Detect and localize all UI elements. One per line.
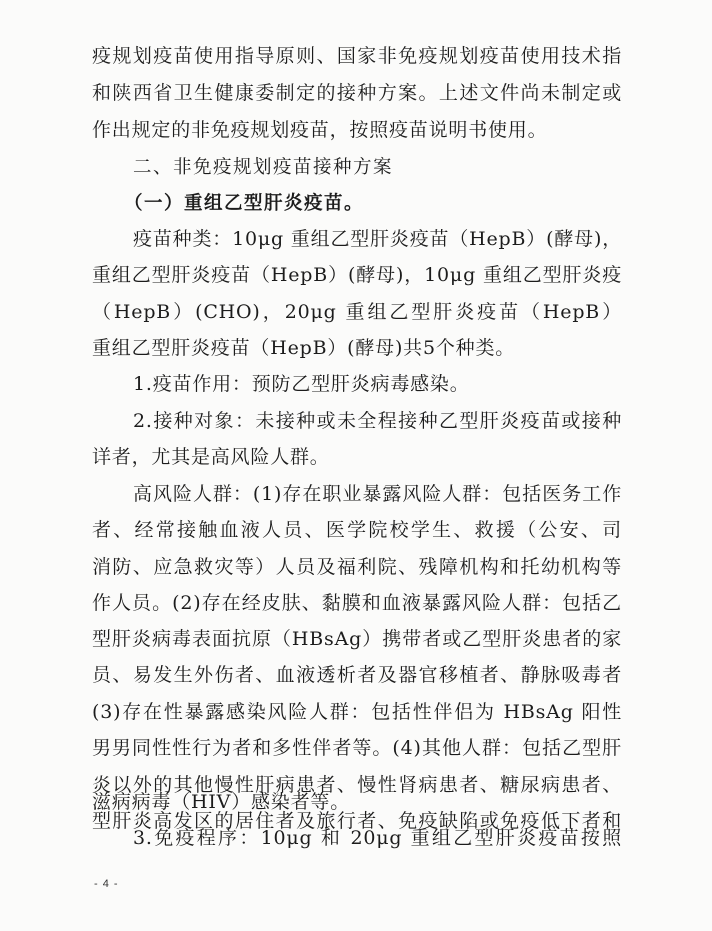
- paragraph-line: 消防、应急救灾等）人员及福利院、残障机构和托幼机构等: [92, 556, 622, 578]
- paragraph-line: 重组乙型肝炎疫苗（HepB）(酵母)共5个种类。: [92, 337, 516, 359]
- paragraph-line: 疫规划疫苗使用指导原则、国家非免疫规划疫苗使用技术指: [92, 45, 622, 67]
- paragraph-line: 2.接种对象：未接种或未全程接种乙型肝炎疫苗或接种: [133, 410, 622, 432]
- paragraph-line: 型肝炎病毒表面抗原（HBsAg）携带者或乙型肝炎患者的家: [92, 628, 622, 650]
- paragraph-line: 详者，尤其是高风险人群。: [92, 446, 330, 468]
- paragraph-line: 作出规定的非免疫规划疫苗，按照疫苗说明书使用。: [92, 119, 548, 141]
- paragraph-line: 和陕西省卫生健康委制定的接种方案。上述文件尚未制定或: [92, 82, 622, 104]
- section-heading: 二、非免疫规划疫苗接种方案: [133, 157, 394, 178]
- subsection-heading: （一）重组乙型肝炎疫苗。: [124, 193, 365, 214]
- paragraph-line: 炎以外的其他慢性肝病患者、慢性肾病患者、糖尿病患者、: [92, 774, 622, 796]
- paragraph-line: 3.免疫程序：10μg 和 20μg 重组乙型肝炎疫苗按照: [133, 827, 622, 849]
- paragraph-line: 高风险人群：(1)存在职业暴露风险人群：包括医务工作: [133, 483, 622, 505]
- paragraph-line: 重组乙型肝炎疫苗（HepB）(酵母)，10μg 重组乙型肝炎疫: [92, 264, 622, 286]
- paragraph-line: 疫苗种类：10μg 重组乙型肝炎疫苗（HepB）(酵母)，: [133, 228, 622, 250]
- paragraph-line: 1.疫苗作用：预防乙型肝炎病毒感染。: [133, 373, 470, 395]
- paragraph-line: 男男同性性行为者和多性伴者等。(4)其他人群：包括乙型肝: [92, 737, 622, 759]
- paragraph-line: 型肝炎高发区的居住者及旅行者、免疫缺陷或免疫低下者和: [92, 810, 622, 832]
- paragraph-line: （HepB）(CHO)，20μg 重组乙型肝炎疫苗（HepB）: [92, 301, 622, 323]
- page-number: - 4 -: [94, 878, 119, 890]
- paragraph-line: 滋病病毒（HIV）感染者等。: [92, 791, 350, 813]
- paragraph-line: (3)存在性暴露感染风险人群：包括性伴侣为 HBsAg 阳性: [92, 701, 622, 723]
- paragraph-line: 作人员。(2)存在经皮肤、黏膜和血液暴露风险人群：包括乙: [92, 592, 622, 614]
- paragraph-line: 员、易发生外伤者、血液透析者及器官移植者、静脉吸毒者: [92, 664, 622, 686]
- paragraph-line: 者、经常接触血液人员、医学院校学生、救援（公安、司: [92, 519, 622, 541]
